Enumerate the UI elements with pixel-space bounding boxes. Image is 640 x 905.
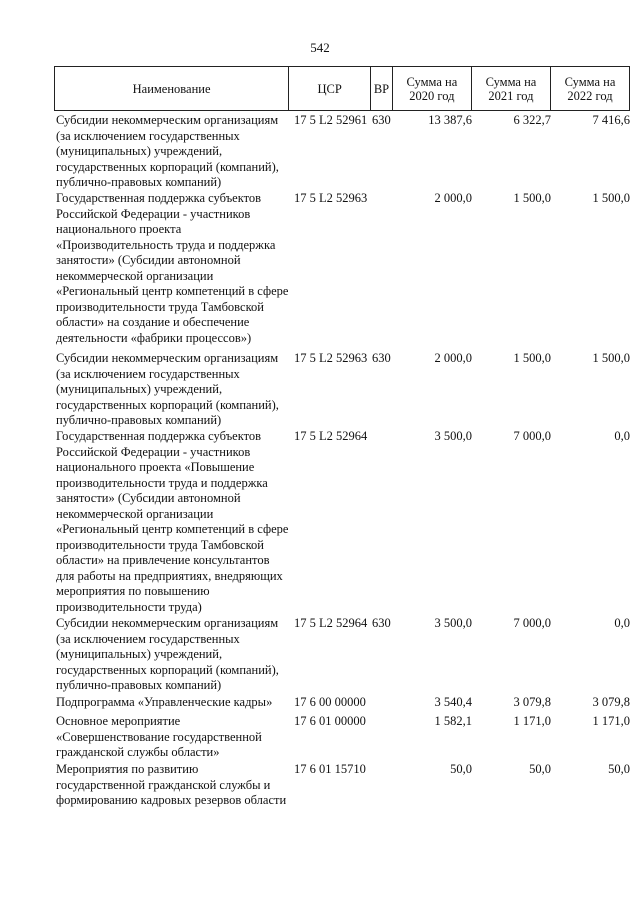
table-row xyxy=(54,111,630,189)
row-sum-2022: 1 500,0 xyxy=(592,191,630,205)
row-sum-2021: 7 000,0 xyxy=(513,616,551,630)
row-sum-2022: 1 171,0 xyxy=(592,714,630,728)
row-csr: 17 5 L2 52963 xyxy=(294,351,368,365)
table-header xyxy=(54,66,630,111)
row-vr xyxy=(372,189,393,349)
row-sum-2020: 13 387,6 xyxy=(428,113,472,127)
row-sum-2020: 2 000,0 xyxy=(434,351,472,365)
row-sum-2020: 3 500,0 xyxy=(434,429,472,443)
row-csr: 17 6 01 00000 xyxy=(294,714,366,728)
row-csr: 17 5 L2 52964 xyxy=(294,429,368,443)
row-vr xyxy=(372,760,393,824)
header-csr: ЦСР xyxy=(289,67,371,110)
row-sum-2021: 1 500,0 xyxy=(513,191,551,205)
table-row xyxy=(54,427,630,614)
row-csr: 17 5 L2 52964 xyxy=(294,616,368,630)
page-number: 542 xyxy=(310,40,330,55)
row-sum-2020: 1 582,1 xyxy=(434,714,472,728)
row-csr: 17 5 L2 52963 xyxy=(294,191,368,205)
row-csr: 17 6 01 15710 xyxy=(294,762,366,776)
row-csr: 17 6 00 00000 xyxy=(294,695,366,709)
row-name: Основное мероприятие «Совершенствование государственной гражданской службы области» xyxy=(56,714,262,759)
row-sum-2021: 1 171,0 xyxy=(513,714,551,728)
row-sum-2020: 3 540,4 xyxy=(434,695,472,709)
row-sum-2020: 50,0 xyxy=(450,762,472,776)
row-sum-2020: 3 500,0 xyxy=(434,616,472,630)
row-vr xyxy=(372,693,393,712)
budget-table xyxy=(54,66,630,824)
row-sum-2022: 0,0 xyxy=(614,429,630,443)
row-sum-2022: 7 416,6 xyxy=(592,113,630,127)
table-row xyxy=(54,349,630,427)
row-sum-2020: 2 000,0 xyxy=(434,191,472,205)
row-sum-2021: 1 500,0 xyxy=(513,351,551,365)
row-name: Субсидии некоммерческим организациям (за исключением государственных (муниципальных) учреждений, государственных корпораций (компаний), публично-правовых компаний) xyxy=(56,616,279,692)
row-sum-2022: 0,0 xyxy=(614,616,630,630)
row-vr: 630 xyxy=(372,113,391,127)
table-row xyxy=(54,693,630,712)
row-name: Субсидии некоммерческим организациям (за исключением государственных (муниципальных) учреждений, государственных корпораций (компаний), публично-правовых компаний) xyxy=(56,351,279,427)
header-vr: ВР xyxy=(371,67,393,110)
row-sum-2021: 7 000,0 xyxy=(513,429,551,443)
row-name: Субсидии некоммерческим организациям (за исключением государственных (муниципальных) учреждений, государственных корпораций (компаний), публично-правовых компаний) xyxy=(56,113,279,189)
header-sum-2022: Сумма на 2022 год xyxy=(551,67,630,110)
row-name: Государственная поддержка субъектов Российской Федерации - участников национального проекта «Производительность труда и поддержка занятости» (Субсидии автономной некоммерческой организации «Региональный центр компетенций в сфере производительности труда Тамбовской области» на создание и обеспечение деятельности «фабрики процессов») xyxy=(56,191,289,345)
row-csr: 17 5 L2 52961 xyxy=(294,113,368,127)
header-sum-2021: Сумма на 2021 год xyxy=(472,67,551,110)
row-sum-2022: 50,0 xyxy=(608,762,630,776)
table-row xyxy=(54,189,630,349)
row-name: Подпрограмма «Управленческие кадры» xyxy=(56,695,273,709)
row-vr: 630 xyxy=(372,351,391,365)
row-sum-2021: 3 079,8 xyxy=(513,695,551,709)
row-vr xyxy=(372,712,393,760)
row-name: Государственная поддержка субъектов Российской Федерации - участников национального проекта «Повышение производительности труда и поддержка занятости» (Субсидии автономной некоммерческой организации «Региональный центр компетенций в сфере производительности труда Тамбовской области» на привлечение консультантов для работы на предприятиях, внедряющих мероприятия по повышению производительности труда) xyxy=(56,429,289,614)
header-sum-2020: Сумма на 2020 год xyxy=(393,67,472,110)
header-name: Наименование xyxy=(54,67,289,110)
table-row xyxy=(54,760,630,824)
table-row xyxy=(54,712,630,760)
row-vr xyxy=(372,427,393,614)
row-name: Мероприятия по развитию государственной гражданской службы и формированию кадровых резервов области xyxy=(56,762,287,807)
row-sum-2021: 50,0 xyxy=(529,762,551,776)
row-sum-2021: 6 322,7 xyxy=(513,113,551,127)
row-sum-2022: 3 079,8 xyxy=(592,695,630,709)
table-row xyxy=(54,614,630,693)
row-vr: 630 xyxy=(372,616,391,630)
row-sum-2022: 1 500,0 xyxy=(592,351,630,365)
